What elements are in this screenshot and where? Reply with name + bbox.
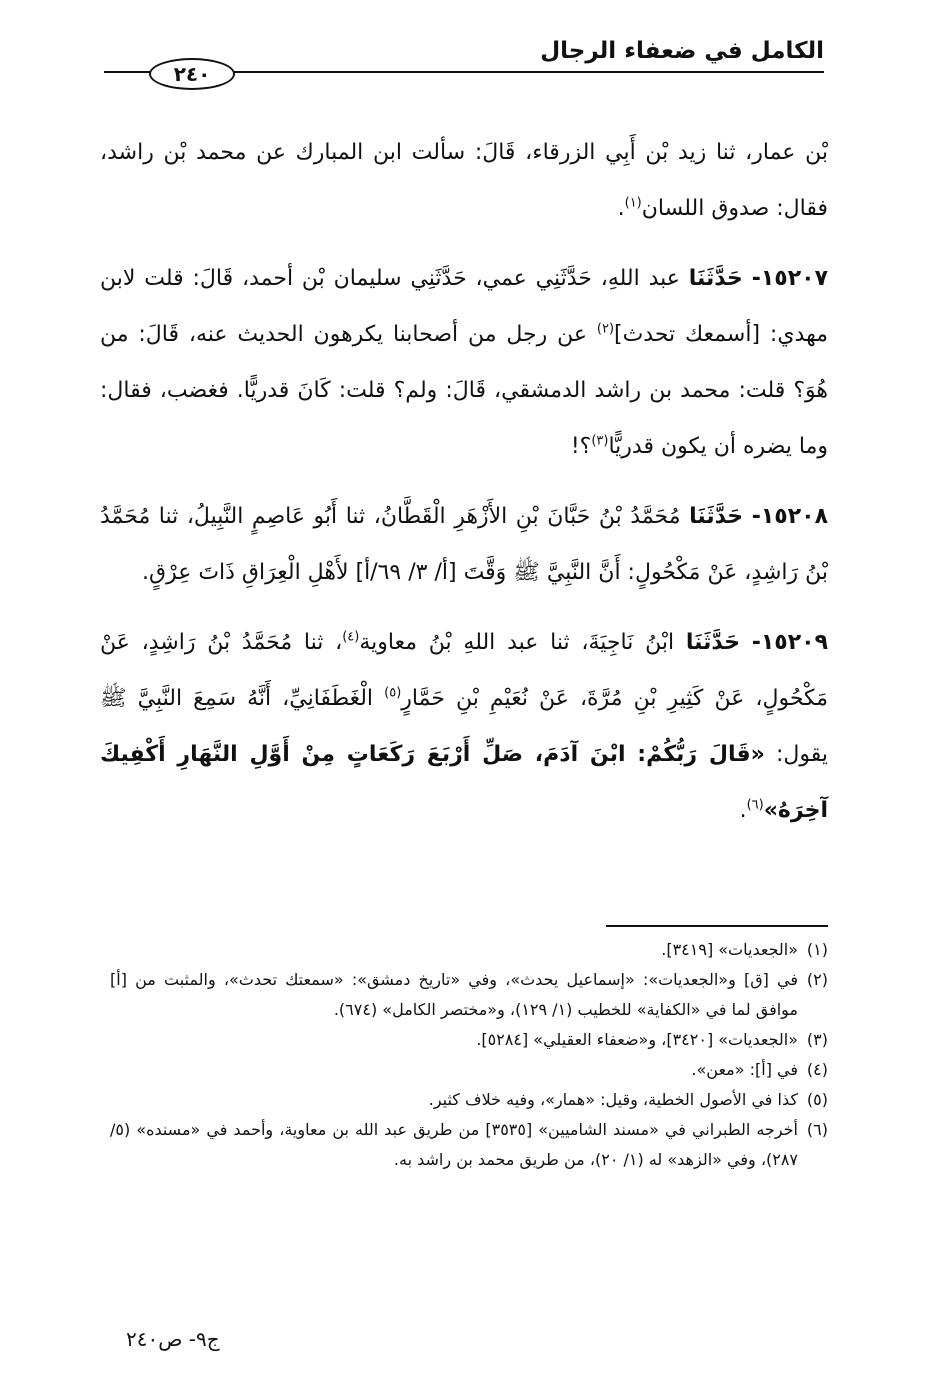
footnote-ref: (١) [624, 195, 642, 211]
page-number-badge: ٢٤٠ [149, 58, 235, 90]
hadathana-word: حَدَّثَنَا [689, 504, 744, 529]
paragraph-text: ، ثنا مُحَمَّدُ بْنُ رَاشِدٍ، عَنْ مَكْحُولٍ، عَنْ كَثِيرِ بْنِ مُرَّةَ، عَنْ نُعَيْمِ بْنِ حَمَّارٍ [100, 630, 828, 711]
footnote-marker: (٢) [806, 970, 828, 989]
footnote-text: في [ق] و«الجعديات»: «إسماعيل يحدث»، وفي «تاريخ دمشق»: «سمعتك تحدث»، والمثبت من [أ] موافق لما في «الكفاية» للخطيب (١/ ١٢٩)، و«مختصر الكامل» (٦٧٤). [110, 970, 798, 1019]
main-text [100, 125, 828, 839]
paragraph-text: الْغَطَفَانِيِّ، أَنَّهُ سَمِعَ النَّبِيَّ ﷺ يقول: [100, 686, 828, 767]
volume-page-reference: ج٩- ص٢٤٠ [126, 1327, 220, 1351]
footnote-text: كذا في الأصول الخطية، وقيل: «همار»، وفيه خلاف كثير. [428, 1090, 798, 1109]
footnote-ref: (٢) [596, 321, 615, 337]
hadith-15208 [100, 489, 828, 601]
paragraph-end: . [739, 798, 747, 823]
hadathana-word: حَدَّثَنَا [685, 630, 740, 655]
footnote-marker: (١) [806, 940, 828, 959]
footnote-text: «الجعديات» [٣٤٢٠]، و«ضعفاء العقيلي» [٥٢٨٤]. [476, 1030, 798, 1049]
footnote-2 [110, 965, 828, 1025]
footnote-3 [110, 1025, 828, 1055]
footnote-text: في [أ]: «معن». [691, 1060, 798, 1079]
footnotes [110, 935, 828, 1175]
paragraph-end: . [617, 196, 625, 221]
paragraph-text: بْن عمار، ثنا زيد بْن أَبِي الزرقاء، قَالَ: سألت ابن المبارك عن محمد بْن راشد، فقال: صدوق اللسان [100, 140, 828, 221]
page-header [104, 38, 824, 88]
footnote-5 [110, 1085, 828, 1115]
hadith-15209 [100, 615, 828, 839]
footnote-1 [110, 935, 828, 965]
paragraph-text: مُحَمَّدُ بْنُ حَبَّانَ بْنِ الأَزْهَرِ الْقَطَّانُ، ثنا أَبُو عَاصِمٍ النَّبِيلُ، ثنا مُحَمَّدُ بْنُ رَاشِدٍ، عَنْ مَكْحُولٍ: أَنَّ النَّبِيَّ ﷺ وَقَّتَ [أ/ ٣/ ٦٩/أ] لأَهْلِ الْعِرَاقِ ذَاتَ عِرْقٍ. [100, 504, 828, 585]
paragraph-text: عن رجل من أصحابنا يكرهون الحديث عنه، قَالَ: من هُوَ؟ قلت: محمد بن راشد الدمشقي، قَالَ: ولم؟ قلت: كَانَ قدريًّا. فغضب، فقال: وما يضره أن يكون قدريًّا [100, 322, 828, 459]
paragraph-continuation [100, 125, 828, 237]
hadathana-word: حَدَّثَنَا [688, 266, 743, 291]
footnote-text: أخرجه الطبراني في «مسند الشاميين» [٣٥٣٥] من طريق عبد الله بن معاوية، وأحمد في «مسنده» (٥/ ٢٨٧)، وفي «الزهد» له (١/ ٢٠)، من طريق محمد بن راشد به. [110, 1120, 798, 1169]
footnote-marker: (٦) [806, 1120, 828, 1139]
hadith-number: ١٥٢٠٩- [751, 630, 829, 655]
footnote-marker: (٤) [806, 1060, 828, 1079]
hadith-quote: «قَالَ رَبُّكُمْ: ابْنَ آدَمَ، صَلِّ أَرْبَعَ رَكَعَاتٍ مِنْ أَوَّلِ النَّهَارِ أَكْفِيكَ آخِرَهُ» [100, 742, 828, 823]
footnote-separator [606, 925, 828, 927]
footnote-ref: (٤) [342, 629, 360, 645]
footnote-ref: (٦) [746, 797, 764, 813]
footnote-marker: (٥) [806, 1090, 828, 1109]
footnote-text: «الجعديات» [٣٤١٩]. [661, 940, 798, 959]
paragraph-end: ؟! [570, 434, 592, 459]
footnote-ref: (٥) [384, 685, 402, 701]
hadith-number: ١٥٢٠٨- [751, 504, 829, 529]
paragraph-text: عبد اللهِ، حَدَّثَنِي عمي، حَدَّثَنِي سليمان بْن أحمد، قَالَ: قلت لابن مهدي: [أسمعك تحدث] [100, 266, 829, 347]
footnote-ref: (٣) [591, 433, 609, 449]
book-title: الكامل في ضعفاء الرجال [540, 38, 824, 64]
footnote-6 [110, 1115, 828, 1175]
footnote-marker: (٣) [806, 1030, 828, 1049]
footnote-4 [110, 1055, 828, 1085]
paragraph-text: ابْنُ نَاجِيَةَ، ثنا عبد اللهِ بْنُ معاوية [359, 630, 675, 655]
hadith-number: ١٥٢٠٧- [751, 266, 828, 291]
hadith-15207 [100, 251, 828, 475]
